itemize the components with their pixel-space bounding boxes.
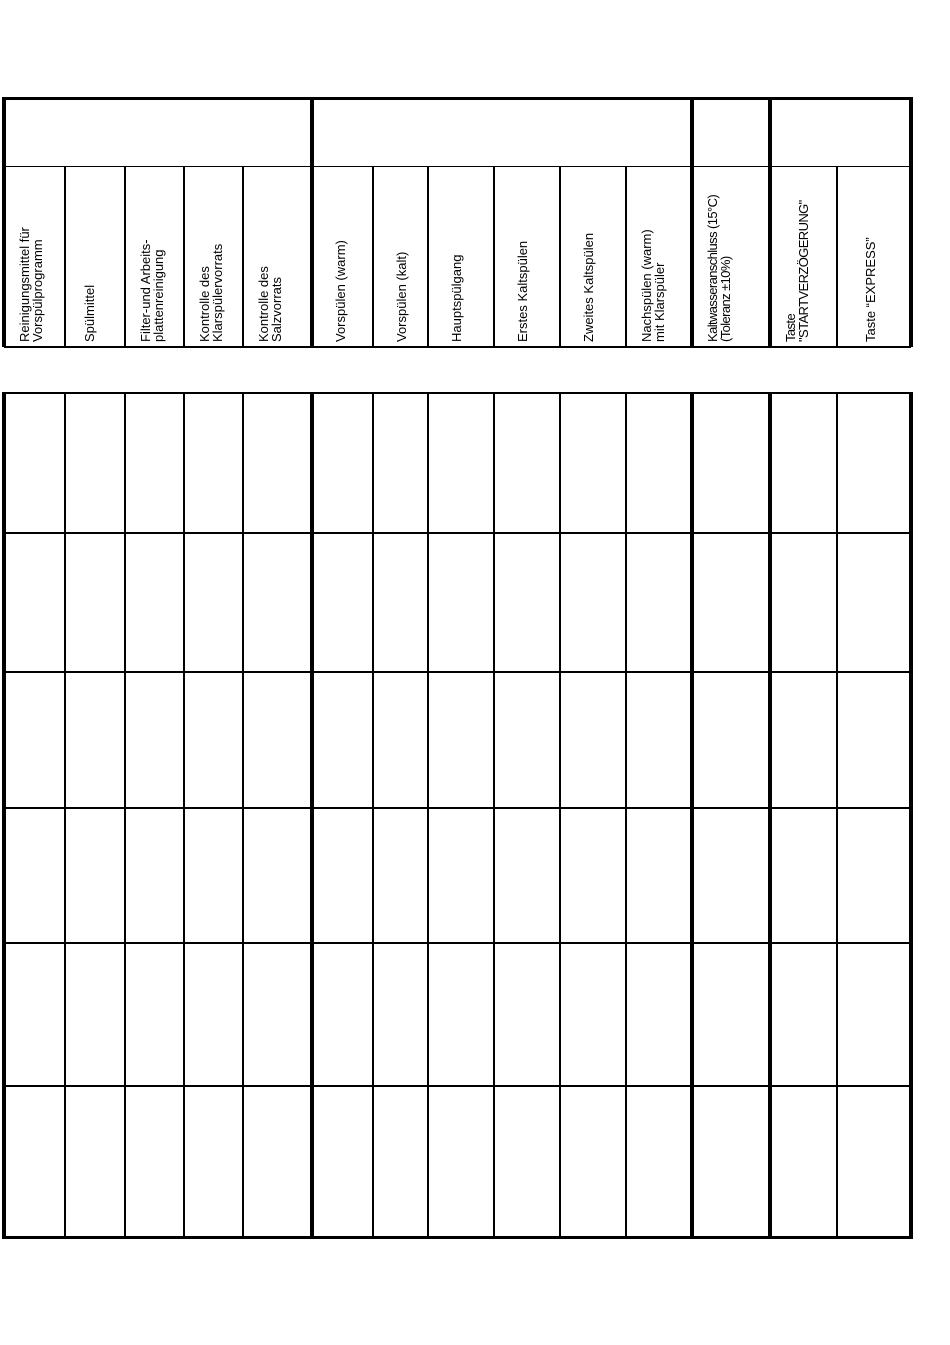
table-cell <box>770 1086 837 1237</box>
table-cell <box>65 1086 125 1237</box>
table-cell <box>125 393 184 533</box>
table-cell <box>626 672 692 808</box>
column-header <box>395 176 408 342</box>
table-cell <box>837 1086 911 1237</box>
table-cell <box>125 672 184 808</box>
table-cell <box>837 808 911 943</box>
table-cell <box>312 533 373 672</box>
table-cell <box>312 808 373 943</box>
column-header <box>198 176 224 342</box>
table-cell <box>494 533 560 672</box>
column-header <box>450 176 463 342</box>
table-cell <box>428 672 494 808</box>
column-rule <box>64 166 65 347</box>
table-cell <box>4 533 65 672</box>
column-rule <box>124 166 125 347</box>
table-cell <box>373 943 428 1086</box>
table-cell <box>626 1086 692 1237</box>
table-cell <box>373 672 428 808</box>
table-cell <box>837 533 911 672</box>
column-header <box>784 176 810 342</box>
column-rule <box>372 166 373 347</box>
table-cell <box>125 533 184 672</box>
table-cell <box>184 393 243 533</box>
table-cell <box>243 1086 312 1237</box>
table-cell <box>428 943 494 1086</box>
column-header-label: Taste “EXPRESS” <box>863 237 878 342</box>
table-cell <box>626 533 692 672</box>
table-cell <box>560 808 626 943</box>
table-cell <box>65 672 125 808</box>
table-cell <box>65 393 125 533</box>
table-cell <box>692 943 770 1086</box>
table-cell <box>243 533 312 672</box>
column-header <box>516 176 529 342</box>
column-rule <box>559 166 560 347</box>
table-cell <box>692 1086 770 1237</box>
header-bottom-rule <box>4 346 911 348</box>
column-header-label: Nachspülen (warm) mit Klarspüler <box>639 229 667 342</box>
table-cell <box>692 672 770 808</box>
table-cell <box>428 533 494 672</box>
column-header-label: Erstes Kaltspülen <box>515 240 530 342</box>
table-cell <box>243 943 312 1086</box>
table-cell <box>428 393 494 533</box>
table-cell <box>626 943 692 1086</box>
table-cell <box>837 672 911 808</box>
column-header <box>640 176 666 342</box>
column-header-label: Vorspülen (warm) <box>333 240 348 342</box>
table-cell <box>770 943 837 1086</box>
column-header <box>706 176 732 342</box>
column-rule <box>909 98 912 347</box>
table-cell <box>4 1086 65 1237</box>
table-cell <box>184 533 243 672</box>
table-cell <box>184 672 243 808</box>
table-cell <box>770 808 837 943</box>
column-rule <box>2 98 5 347</box>
column-header-label: Kontrolle des Salzvorrats <box>256 266 284 342</box>
column-header <box>83 176 96 342</box>
table-cell <box>243 808 312 943</box>
header-group-rule <box>4 166 911 167</box>
column-header-label: Taste "STARTVERZÖGERUNG" <box>783 200 811 342</box>
column-header-label: Zweites Kaltspülen <box>581 232 596 342</box>
column-rule <box>836 166 837 347</box>
column-rule <box>242 166 243 347</box>
table-cell <box>65 533 125 672</box>
column-rule <box>310 98 313 347</box>
table-cell <box>626 393 692 533</box>
table-cell <box>184 1086 243 1237</box>
table-cell <box>312 943 373 1086</box>
table-cell <box>65 943 125 1086</box>
column-rule <box>183 166 184 347</box>
column-header <box>864 176 877 342</box>
table-cell <box>560 1086 626 1237</box>
table-cell <box>184 808 243 943</box>
table-cell <box>428 1086 494 1237</box>
table-cell <box>125 808 184 943</box>
table-cell <box>373 533 428 672</box>
table-cell <box>243 393 312 533</box>
table-cell <box>837 943 911 1086</box>
column-header-label: Reinigungsmittel für Vorspülprogramm <box>17 227 45 342</box>
table-cell <box>4 672 65 808</box>
table-cell <box>494 943 560 1086</box>
table-cell <box>4 808 65 943</box>
column-header-label: Kontrolle des Klarspülervorrats <box>197 243 225 342</box>
table-cell <box>243 672 312 808</box>
table-cell <box>373 808 428 943</box>
column-header-label: Spülmittel <box>82 284 97 342</box>
table-cell <box>692 533 770 672</box>
table-cell <box>560 943 626 1086</box>
table-cell <box>4 943 65 1086</box>
header-top-rule <box>2 97 913 100</box>
table-cell <box>312 672 373 808</box>
table-cell <box>373 1086 428 1237</box>
table-cell <box>125 1086 184 1237</box>
table-cell <box>373 393 428 533</box>
table-cell <box>184 943 243 1086</box>
table-cell <box>312 393 373 533</box>
column-header-label: Hauptspülgang <box>449 254 464 342</box>
column-header-label: Vorspülen (kalt) <box>394 251 409 342</box>
table-cell <box>125 943 184 1086</box>
table-cell <box>770 533 837 672</box>
column-header <box>18 176 44 342</box>
column-header <box>257 176 283 342</box>
column-rule <box>427 166 428 347</box>
table-cell <box>428 808 494 943</box>
column-header-label: Filter-und Arbeits- plattenreinigung <box>138 239 166 342</box>
table-cell <box>560 672 626 808</box>
column-header <box>139 176 165 342</box>
table-cell <box>494 672 560 808</box>
table-cell <box>692 393 770 533</box>
table-cell <box>770 672 837 808</box>
table-cell <box>494 808 560 943</box>
table-cell <box>560 393 626 533</box>
table-cell <box>312 1086 373 1237</box>
column-header <box>582 176 595 342</box>
table-cell <box>626 808 692 943</box>
table-cell <box>560 533 626 672</box>
table-cell <box>770 393 837 533</box>
table-cell <box>837 393 911 533</box>
column-rule <box>768 98 771 347</box>
table-cell <box>65 808 125 943</box>
table-cell <box>692 808 770 943</box>
column-rule <box>493 166 494 347</box>
table-cell <box>4 393 65 533</box>
column-header <box>334 176 347 342</box>
table-cell <box>494 393 560 533</box>
table-cell <box>494 1086 560 1237</box>
column-rule <box>625 166 626 347</box>
column-rule <box>690 98 693 347</box>
column-header-label: Kaltwasseranschluss (15°C) (Toleranz ±10%) <box>705 194 733 342</box>
